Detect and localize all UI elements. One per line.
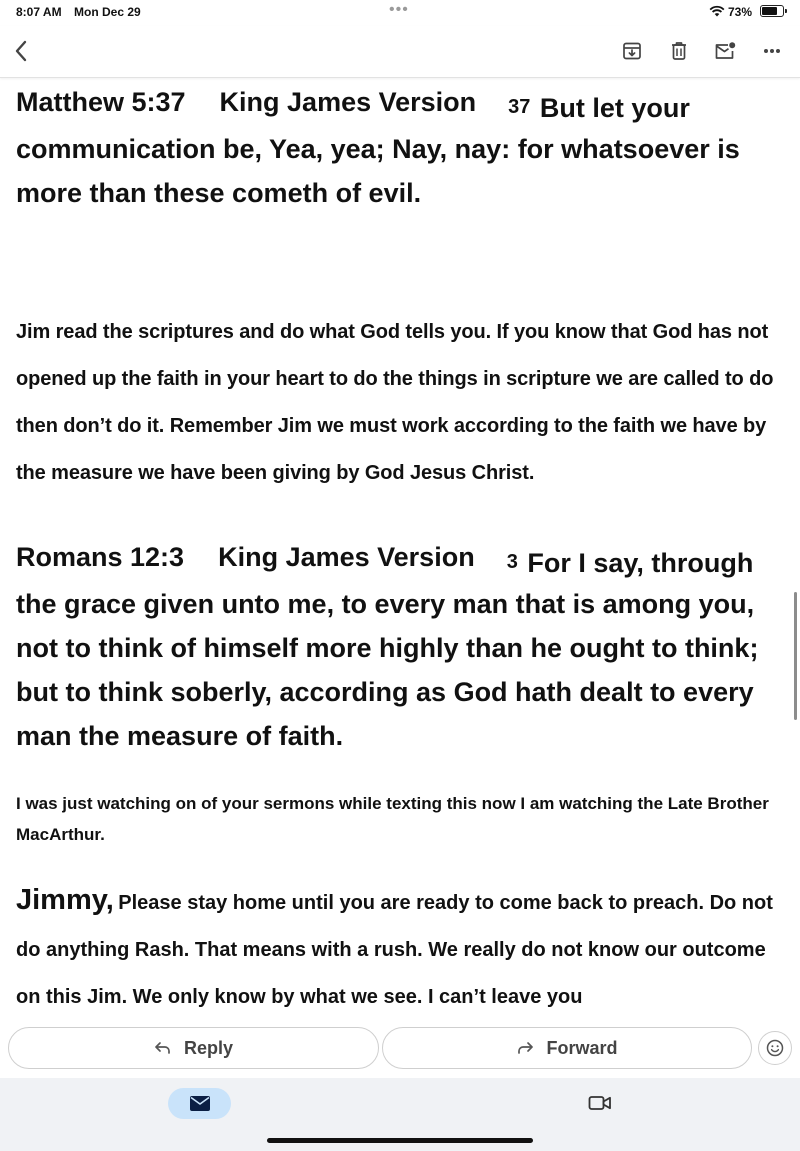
verse-text-rest: the grace given unto me, to every man that is among you, not to think of himself more highly than he ought to think; but to think soberly, according as God hath dealt to every man the measure of faith. (16, 589, 759, 751)
message-body (16, 80, 792, 1020)
forward-button[interactable] (382, 1027, 752, 1069)
status-bar (0, 0, 800, 26)
status-date: Mon Dec 29 (74, 5, 141, 19)
message-paragraph (16, 880, 792, 1020)
message-toolbar (0, 26, 800, 78)
verse-number: 3 (506, 551, 518, 573)
multitasking-dots[interactable]: ••• (389, 1, 409, 18)
verse-reference: Romans 12:3 (16, 542, 185, 572)
verse-text-start: For I say, through (527, 548, 754, 578)
trash-icon[interactable] (666, 38, 692, 64)
archive-icon[interactable] (619, 38, 645, 64)
back-chevron-icon[interactable] (8, 38, 34, 64)
wifi-icon (709, 5, 725, 20)
status-time: 8:07 AM (16, 5, 62, 19)
forward-label: Forward (546, 1037, 618, 1058)
reply-bar (0, 1027, 800, 1071)
scroll-indicator[interactable] (794, 592, 797, 720)
nav-meet-tab[interactable] (586, 1090, 614, 1116)
video-camera-icon (588, 1094, 612, 1112)
message-paragraph: Jim read the scriptures and do what God tells you. If you know that God has not opened up the faith in your heart to do the things in scripture we are called to do then don’t do it. Remember Jim we must work according to the faith we have by the measure we have been giving by God Jesus Christ. (16, 321, 774, 484)
smiley-icon (766, 1039, 784, 1057)
forward-icon (516, 1041, 534, 1055)
message-text: Please stay home until you are ready to come back to preach. Do not do anything Rash. That means with a rush. We really do not know our outcome on this Jim. We only know by what we see. I can’t leave you (16, 892, 773, 1008)
verse-version: King James Version (219, 87, 477, 117)
reply-button[interactable] (8, 1027, 379, 1069)
bottom-navigation (0, 1078, 800, 1151)
battery-icon (760, 5, 784, 17)
reply-icon (154, 1041, 172, 1055)
verse-block-matthew (16, 80, 792, 215)
verse-text-rest: communication be, Yea, yea; Nay, nay: for whatsoever is more than these cometh of evil. (16, 134, 740, 208)
verse-reference: Matthew 5:37 (16, 87, 186, 117)
verse-text-start: But let your (539, 93, 690, 123)
mark-unread-icon[interactable] (712, 38, 738, 64)
battery-percent: 73% (728, 5, 753, 19)
message-paragraph: I was just watching on of your sermons while texting this now I am watching the Late Brother MacArthur. (16, 794, 769, 844)
emoji-reaction-button[interactable] (758, 1031, 792, 1065)
verse-number: 37 (508, 96, 531, 118)
verse-block-romans (16, 535, 792, 758)
nav-mail-tab[interactable] (168, 1088, 231, 1119)
home-indicator[interactable] (267, 1138, 533, 1143)
salutation: Jimmy, (16, 884, 114, 916)
more-icon[interactable] (759, 38, 785, 64)
mail-icon (189, 1095, 211, 1112)
verse-version: King James Version (218, 542, 475, 572)
reply-label: Reply (183, 1037, 234, 1058)
